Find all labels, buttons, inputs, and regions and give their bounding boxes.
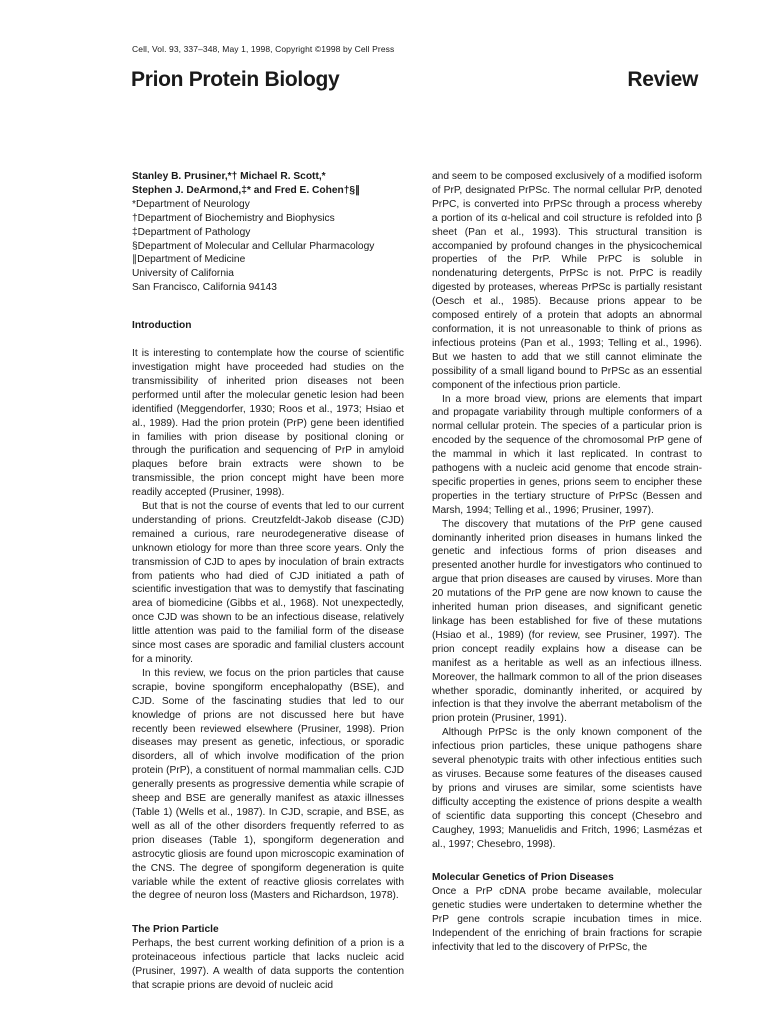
journal-citation: Cell, Vol. 93, 337–348, May 1, 1998, Copyright ©1998 by Cell Press [132,44,395,54]
article-title: Prion Protein Biology [131,68,340,91]
introduction-heading: Introduction [132,320,192,332]
affiliation-university: University of California [132,268,234,280]
affiliation-neurology: *Department of Neurology [132,198,250,210]
affiliations [132,198,404,295]
introduction-paragraph-1: It is interesting to contemplate how the course of scientific investigation might have proceeded had studies on the transmissibility of inherited prion diseases not been performed until after the molecular genetic lesion had been identified (Meggendorfer, 1930; Roos et al., 1973; Hsiao et al., 1989). Had the prion protein (PrP) gene been identified in families with prion disease by positional cloning or through the purification and sequencing of PrP in amyloid plaques before brain extracts were shown to be transmissible, the prion concept might have been more readily accepted (Prusiner, 1998). [132,348,404,499]
right-paragraph-3: The discovery that mutations of the PrP gene caused dominantly inherited prion diseases in humans linked the genetic and infectious forms of prion diseases and presented another hurdle for investigators who continued to argue that prion diseases are caused by viruses. More than 20 mutations of the PrP gene are now known to cause the inherited human prion diseases, and significant genetic linkage has been established for five of these mutations (Hsiao et al., 1989) (for review, see Prusiner, 1997). The prion concept readily explains how a disease can be manifest as a heritable as well as an infectious illness. Moreover, the hallmark common to all of the prion diseases whether sporadic, dominantly inherited, or acquired by infection is that they involve the aberrant metabolism of the prion protein (Prusiner, 1991). [432,518,702,725]
right-paragraph-2: In a more broad view, prions are elements that impart and propagate variability through multiple conformers of a normal cellular protein. The species of a particular prion is encoded by the sequence of the chromosomal PrP gene of the mammal in which it last replicated. In contrast to pathogens with a nucleic acid genome that encode strain-specific properties in genes, prions seem to encipher these properties in the tertiary structure of PrPSc (Bessen and Marsh, 1994; Telling et al., 1996; Prusiner, 1997). [432,393,702,516]
affiliation-biochemistry: †Department of Biochemistry and Biophysics [132,212,335,224]
author-line-1: Stanley B. Prusiner,*† Michael R. Scott,* [132,171,326,182]
right-column [432,170,702,955]
right-paragraph-1: and seem to be composed exclusively of a modified isoform of PrP, designated PrPSc. The normal cellular PrP, denoted PrPC, is converted into PrPSc through a process whereby a portion of its α-helical and coil structure is refolded into β sheet (Pan et al., 1993). This structural transition is accompanied by profound changes in the physicochemical properties of the PrP. While PrPC is soluble in nondenaturing detergents, PrPSc is not. PrPC is readily digested by proteases, whereas PrPSc is partially resistant (Oesch et al., 1985). Because prions appear to be composed entirely of a protein that adopts an abnormal conformation, it is not unreasonable to think of prions as infectious proteins (Pan et al., 1993; Telling et al., 1996). But we hasten to add that we still cannot eliminate the possibility of a small ligand bound to PrPSc as an essential component of the infectious prion particle. [432,171,702,391]
section-type-label: Review [627,68,698,91]
left-column [132,170,404,993]
affiliation-medicine: ∥Department of Medicine [132,254,246,266]
affiliation-pathology: ‡Department of Pathology [132,226,251,238]
molecular-genetics-paragraph-1: Once a PrP cDNA probe became available, molecular genetic studies were undertaken to determine whether the PrP gene controls scrapie incubation times in mice. Independent of the enriching of brain fractions for scrapie infectivity that led to the discovery of PrPSc, the [432,886,702,953]
prion-particle-heading: The Prion Particle [132,924,219,936]
author-line-2: Stephen J. DeArmond,‡* and Fred E. Cohen†§∥ [132,184,361,196]
affiliation-pharmacology: §Department of Molecular and Cellular Pharmacology [132,240,375,252]
right-paragraph-4: Although PrPSc is the only known component of the infectious prion particles, these unique pathogens share several phenotypic traits with other infectious entities such as viruses. Because some features of the diseases caused by prions and viruses are similar, some scientists have difficulty accepting the existence of prions despite a wealth of scientific data supporting this concept (Chesebro and Caughey, 1993; Manuelidis and Fritch, 1996; Lasmézas et al., 1997; Chesebro, 1998). [432,727,702,850]
introduction-paragraph-2: But that is not the course of events that led to our current understanding of prions. Creutzfeldt-Jakob disease (CJD) remained a curious, rare neurodegenerative disease of unknown etiology for more than three score years. Only the transmission of CJD to apes by inoculation of brain extracts from patients who had died of CJD initiated a path of scientific investigation that was to demystify that fascinating area of biomedicine (Gibbs et al., 1968). Not unexpectedly, once CJD was shown to be an infectious disease, relatively little attention was paid to the familial form of the disease since most cases are sporadic and familial clusters account for a minority. [132,501,404,665]
introduction-paragraph-3: In this review, we focus on the prion particles that cause scrapie, bovine spongiform encephalopathy (BSE), and CJD. Some of the fascinating studies that led to our knowledge of prions are not discussed here but have recently been reviewed elsewhere (Prusiner, 1998). Prion diseases may present as genetic, infectious, or sporadic disorders, all of which involve modification of the prion protein (PrP), a constituent of normal mammalian cells. CJD generally presents as progressive dementia while scrapie of sheep and BSE are generally manifest as ataxic illnesses (Table 1) (Wells et al., 1987). In CJD, scrapie, and BSE, as well as all of the other disorders frequently referred to as prion diseases (Table 1), spongiform degeneration and astrocytic gliosis are found upon microscopic examination of the CNS. The degree of spongiform degeneration is quite variable while the extent of reactive gliosis correlates with the degree of neuron loss (Masters and Richardson, 1978). [132,667,404,902]
affiliation-city: San Francisco, California 94143 [132,282,277,294]
molecular-genetics-heading: Molecular Genetics of Prion Diseases [432,872,614,884]
prion-particle-paragraph-1: Perhaps, the best current working definition of a prion is a proteinaceous infectious particle that lacks nucleic acid (Prusiner, 1997). A wealth of data supports the contention that scrapie prions are devoid of nucleic acid [132,938,404,991]
